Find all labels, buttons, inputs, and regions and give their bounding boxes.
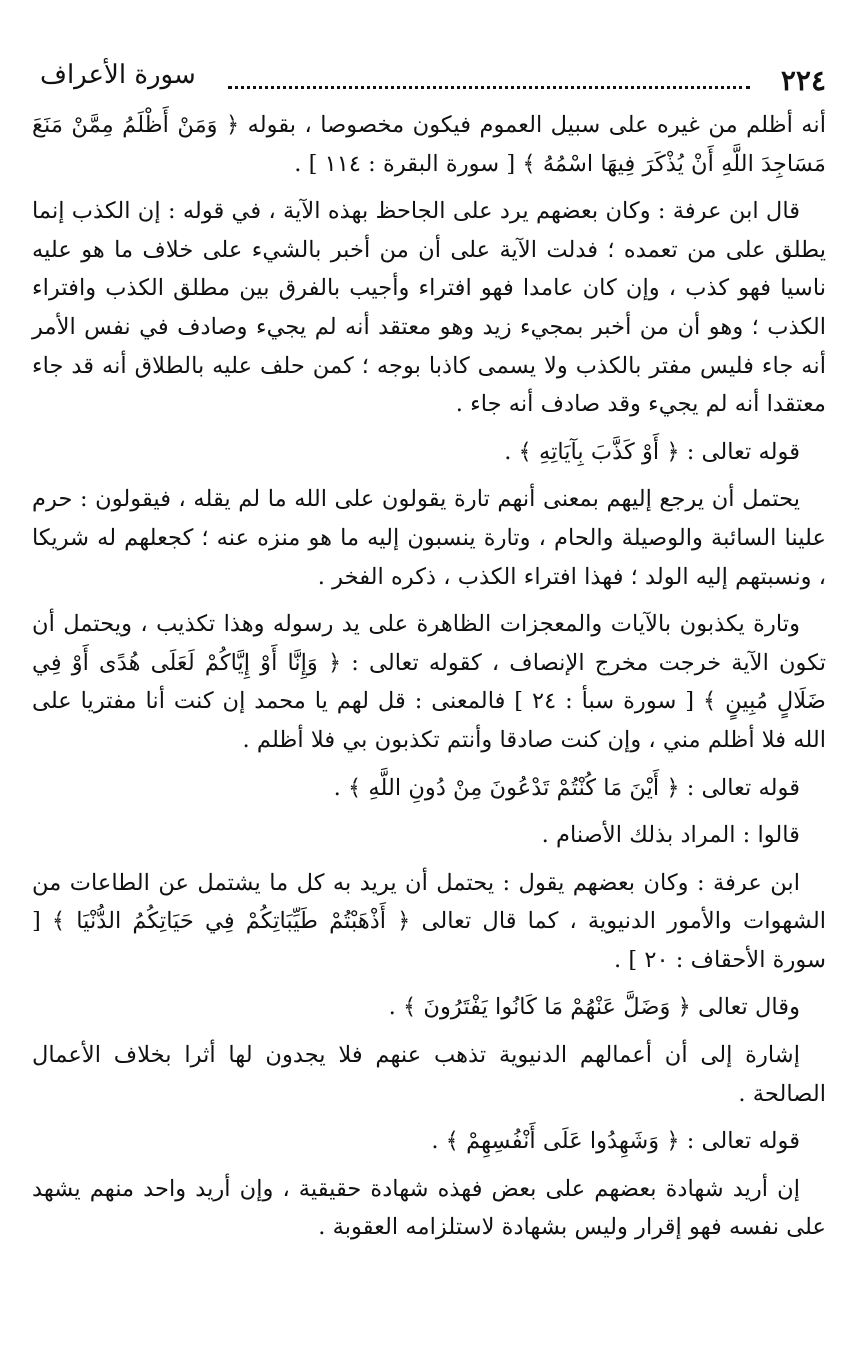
running-title: سورة الأعراف	[40, 60, 196, 90]
page-number: ٢٢٤	[780, 64, 826, 97]
verse-heading-1: قوله تعالى : ﴿ أَوْ كَذَّبَ بِآيَاتِهِ ﴾ .	[504, 438, 800, 465]
paragraph-4: وتارة يكذبون بالآيات والمعجزات الظاهرة على يد رسوله وهذا تكذيب ، ويحتمل أن تكون الآية خرجت مخرج الإنصاف ، كقوله تعالى : ﴿ وَإِنَّا أَوْ إِيَّاكُمْ لَعَلَى هُدًى أَوْ فِي ضَلَالٍ مُبِينٍ ﴾ [ سورة سبأ : ٢٤ ] فالمعنى : قل لهم يا محمد إن كنت أنا مفتريا على الله فلا أظلم مني ، وإن كنت صادقا وأنتم تكذبون بي فلا أظلم .	[32, 611, 826, 753]
paragraph-5: قالوا : المراد بذلك الأصنام .	[541, 822, 800, 849]
verse-heading-2: قوله تعالى : ﴿ أَيْنَ مَا كُنْتُمْ تَدْعُونَ مِنْ دُونِ اللَّهِ ﴾ .	[333, 774, 800, 801]
header-dotted-rule	[228, 86, 750, 89]
paragraph-6: ابن عرفة : وكان بعضهم يقول : يحتمل أن يريد به كل ما يشتمل عن الطاعات من الشهوات والأمور الدنيوية ، كما قال تعالى ﴿ أَذْهَبْتُمْ طَيِّبَاتِكُمْ فِي حَيَاتِكُمُ الدُّنْيَا ﴾ [ سورة الأحقاف : ٢٠ ] .	[32, 869, 826, 973]
paragraph-2: قال ابن عرفة : وكان بعضهم يرد على الجاحظ بهذه الآية ، في قوله : إن الكذب إنما يطلق على من تعمده ؛ فدلت الآية على أن من أخبر بالشيء على خلاف ما هو عليه ناسيا فهو كذب ، وإن كان عامدا فهو افتراء وأجيب بالفرق بين مطلق الكذب وافتراء الكذب ؛ وهو أن من أخبر بمجيء زيد وهو معتقد أنه لم يجيء وصادف في نفس الأمر أنه جاء فليس مفتر بالكذب ولا يسمى كاذبا بوجه ؛ كمن حلف عليه بالطلاق أنه قد جاء معتقدا أنه لم يجيء وقد صادف أنه جاء .	[32, 198, 826, 418]
book-page	[32, 60, 826, 1350]
verse-heading-3: وقال تعالى ﴿ وَضَلَّ عَنْهُمْ مَا كَانُوا يَفْتَرُونَ ﴾ .	[388, 994, 800, 1021]
paragraph-8: إن أريد شهادة بعضهم على بعض فهذه شهادة حقيقية ، وإن أريد واحد منهم يشهد على نفسه فهو إقرار وليس بشهادة لاستلزامه العقوبة .	[32, 1175, 826, 1241]
page-body	[32, 106, 826, 1247]
paragraph-7: إشارة إلى أن أعمالهم الدنيوية تذهب عنهم فلا يجدون لها أثرا بخلاف الأعمال الصالحة .	[32, 1042, 826, 1107]
verse-heading-4: قوله تعالى : ﴿ وَشَهِدُوا عَلَى أَنْفُسِهِمْ ﴾ .	[431, 1128, 800, 1155]
page-header	[32, 60, 826, 104]
paragraph-3: يحتمل أن يرجع إليهم بمعنى أنهم تارة يقولون على الله ما لم يقله ، فيقولون : حرم علينا السائبة والوصيلة والحام ، وتارة ينسبون إليه ما هو منزه عنه ؛ كجعلهم له شريكا ، ونسبتهم إليه الولد ؛ فهذا افتراء الكذب ، ذكره الفخر .	[32, 486, 826, 590]
paragraph-1: أنه أظلم من غيره على سبيل العموم فيكون مخصوصا ، بقوله ﴿ وَمَنْ أَظْلَمُ مِمَّنْ مَنَعَ مَسَاجِدَ اللَّهِ أَنْ يُذْكَرَ فِيهَا اسْمُهُ ﴾ [ سورة البقرة : ١١٤ ] .	[32, 112, 826, 177]
